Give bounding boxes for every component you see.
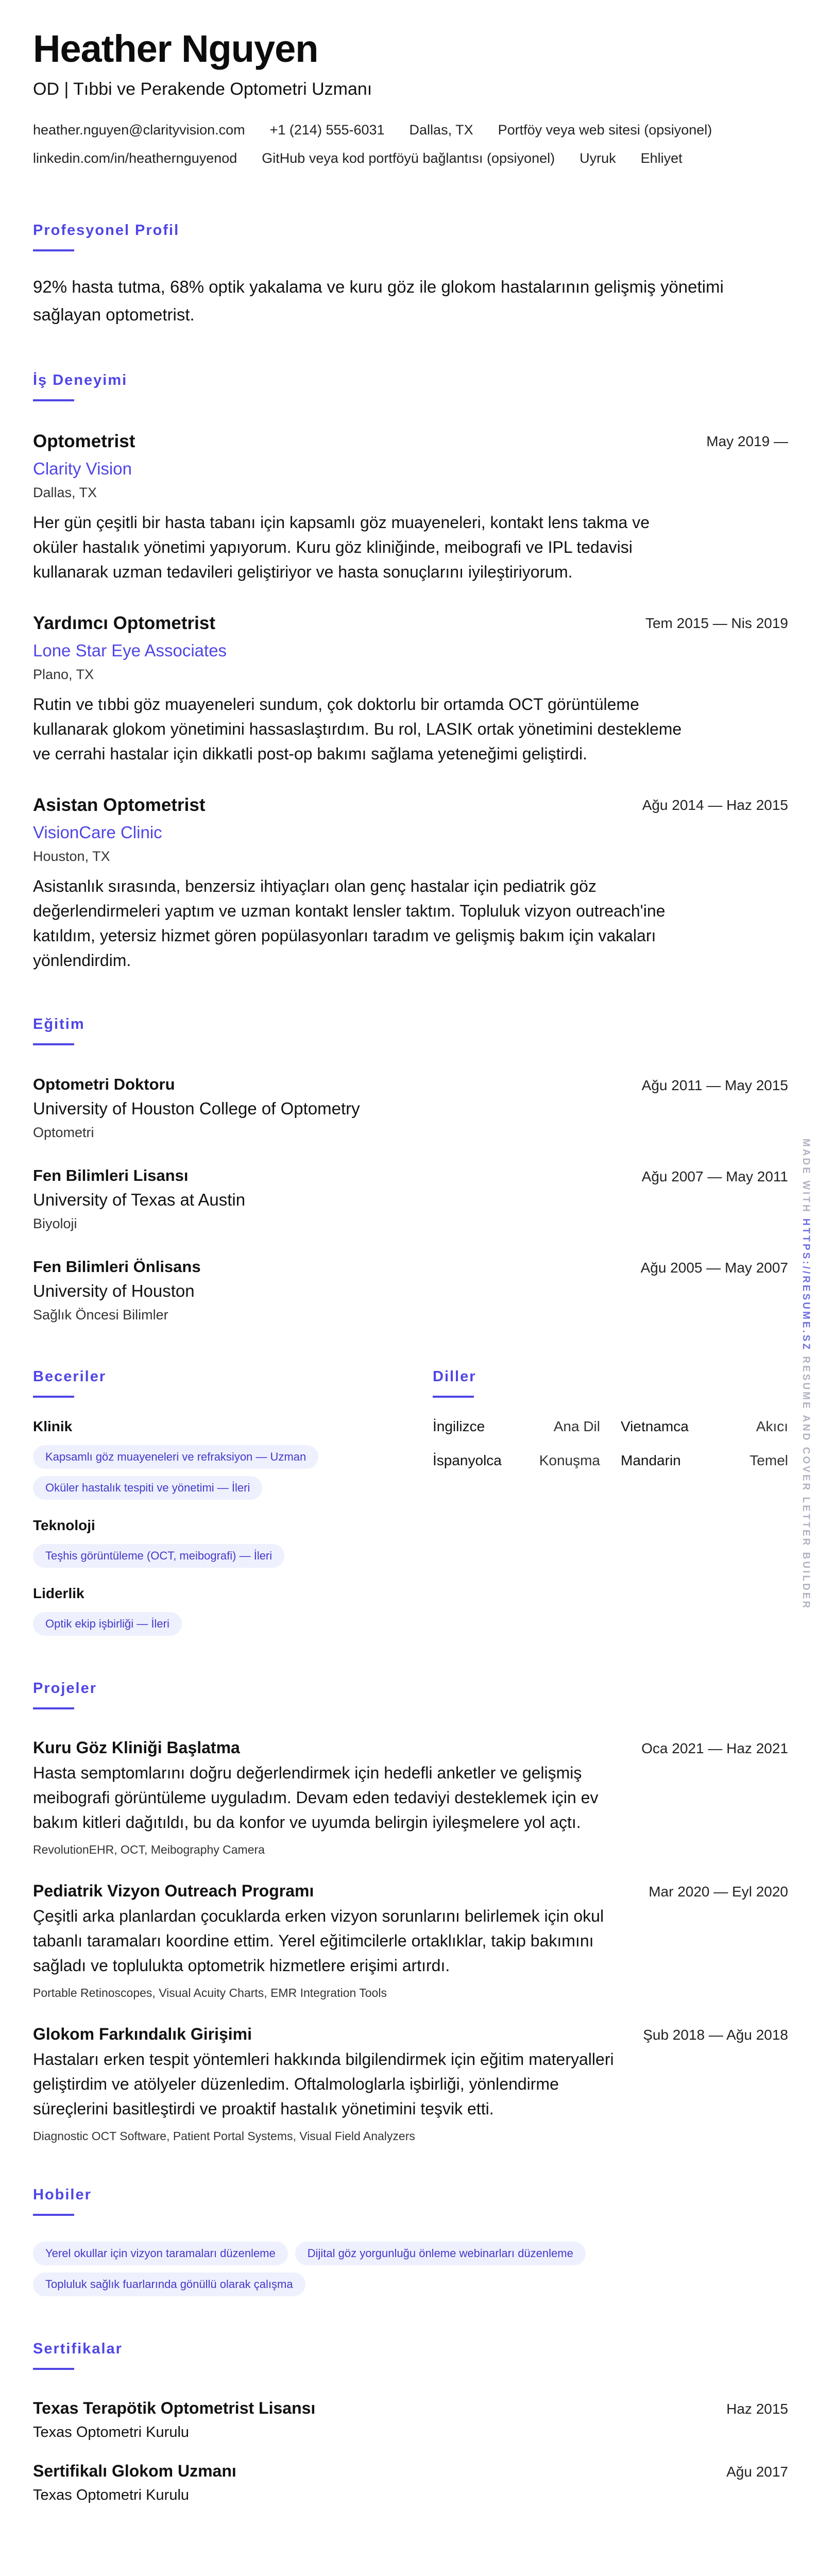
education-degree: Fen Bilimleri Önlisans [33, 1257, 201, 1276]
section-title: Hobiler [33, 2186, 92, 2203]
section-divider [33, 1707, 74, 1709]
project-tech: RevolutionEHR, OCT, Meibography Camera [33, 1842, 265, 1856]
certification-entry [33, 2462, 788, 2504]
made-with-note [800, 1139, 811, 1610]
language-level: Ana Dil [553, 1418, 600, 1434]
contact-website[interactable]: Portföy veya web sitesi (opsiyonel) [498, 122, 712, 138]
job-description: Rutin ve tıbbi göz muayeneleri sundum, çok doktorlu bir ortamda OCT görüntüleme kullanarak glokom yönetimini hassaslaştırdım. Bu rol, LASIK ortak yönetimini destekleme ve cerrahi hastalar için dikkatli post-op bakımı sağlama yeteneğimi geliştirdi. [33, 694, 682, 763]
certification-date: Ağu 2017 [726, 2463, 788, 2480]
skill-tag: Kapsamlı göz muayeneleri ve refraksiyon — Uzman [33, 1445, 318, 1469]
skill-group-title: Klinik [33, 1418, 73, 1434]
language-item [621, 1452, 788, 1469]
education-field: Biyoloji [33, 1215, 77, 1231]
skill-group-title: Teknoloji [33, 1517, 95, 1533]
hobby-tags [33, 2242, 703, 2296]
certification-date: Haz 2015 [726, 2400, 788, 2417]
section-divider [33, 1043, 74, 1045]
education-school: University of Houston College of Optometry [33, 1098, 360, 1118]
skills-languages-row [33, 1368, 788, 1636]
project-description: Çeşitli arka planlardan çocuklarda erken vizyon sorunlarını belirlemek için okul tabanlı taramaları koordine ettim. Yerel eğitimcilerle ortaklıklar, takip bakımını sağladı ve toplulukta optometrik hizmetlere erişimi artırdı. [33, 1906, 604, 1975]
language-name: İngilizce [433, 1418, 485, 1434]
project-date: Oca 2021 — Haz 2021 [641, 1740, 788, 1756]
certifications-section [33, 2341, 788, 2504]
contact-linkedin[interactable]: linkedin.com/in/heathernguyenod [33, 150, 237, 166]
project-description: Hastaları erken tespit yöntemleri hakkında bilgilendirmek için eğitim materyalleri geliştirdim ve atölyeler düzenledim. Oftalmologlarla işbirliği, yönlendirme süreçlerini basitleştirdi ve proaktif hastalık yönetimini teşvik etti. [33, 2049, 614, 2118]
section-divider [33, 399, 74, 401]
profile-summary: 92% hasta tutma, 68% optik yakalama ve kuru göz ile glokom hastalarının gelişmiş yönetimi sağlayan optometrist. [33, 277, 724, 324]
contact-license: Ehliyet [640, 150, 683, 166]
section-title: İş Deneyimi [33, 371, 128, 388]
job-description: Her gün çeşitli bir hasta tabanı için kapsamlı göz muayeneleri, kontakt lens takma ve oküler hastalık yönetimi yapıyorum. Kuru göz kliniğinde, meibografi ve IPL tedavisi kullanarak uzman tedavileri geliştiriyor ve hasta sonuçlarını iyileştiriyorum. [33, 513, 650, 581]
resume-page [33, 29, 788, 2504]
contact-list [33, 122, 790, 166]
language-level: Konuşma [539, 1452, 600, 1468]
project-tech: Portable Retinoscopes, Visual Acuity Charts, EMR Integration Tools [33, 1986, 387, 1999]
section-divider [433, 1396, 474, 1398]
skill-group [33, 1585, 433, 1636]
hobbies-section [33, 2187, 788, 2296]
job-company: Lone Star Eye Associates [33, 640, 227, 660]
project-title: Kuru Göz Kliniği Başlatma [33, 1738, 240, 1757]
project-date: Mar 2020 — Eyl 2020 [649, 1883, 788, 1900]
job-company: VisionCare Clinic [33, 822, 162, 842]
project-title: Pediatrik Vizyon Outreach Programı [33, 1881, 314, 1900]
skill-tag: Teşhis görüntüleme (OCT, meibografi) — İleri [33, 1544, 284, 1568]
made-with-prefix: MADE WITH [800, 1139, 811, 1214]
job-title: Asistan Optometrist [33, 794, 206, 815]
education-school: University of Texas at Austin [33, 1190, 246, 1209]
section-title: Diller [433, 1368, 476, 1385]
project-entry [33, 2025, 788, 2143]
job-location: Houston, TX [33, 848, 110, 864]
job-date: Ağu 2014 — Haz 2015 [642, 796, 788, 813]
skill-group [33, 1517, 433, 1568]
section-title: Projeler [33, 1680, 97, 1697]
language-list [433, 1418, 788, 1469]
contact-github[interactable]: GitHub veya kod portföyü bağlantısı (opsiyonel) [262, 150, 555, 166]
section-title: Profesyonel Profil [33, 222, 180, 239]
job-title: Optometrist [33, 431, 135, 451]
job-date: May 2019 — [706, 433, 788, 449]
candidate-headline: OD | Tıbbi ve Perakende Optometri Uzmanı [33, 79, 372, 99]
education-field: Optometri [33, 1124, 94, 1140]
certification-name: Texas Terapötik Optometrist Lisansı [33, 2398, 316, 2417]
skill-tags [33, 1445, 433, 1500]
languages-section [433, 1368, 788, 1636]
experience-section [33, 372, 788, 973]
job-location: Plano, TX [33, 666, 94, 682]
skill-tag: Optik ekip işbirliği — İleri [33, 1612, 182, 1636]
hobby-tag: Dijital göz yorgunluğu önleme webinarları düzenleme [295, 2242, 586, 2265]
job-date: Tem 2015 — Nis 2019 [645, 615, 788, 631]
education-section [33, 1016, 788, 1323]
contact-email[interactable]: heather.nguyen@clarityvision.com [33, 122, 245, 138]
skill-tag: Oküler hastalık tespiti ve yönetimi — İleri [33, 1476, 262, 1500]
project-tech: Diagnostic OCT Software, Patient Portal Systems, Visual Field Analyzers [33, 2129, 415, 2143]
job-company: Clarity Vision [33, 459, 132, 478]
certification-issuer: Texas Optometri Kurulu [33, 2486, 190, 2503]
education-date: Ağu 2007 — May 2011 [641, 1168, 788, 1184]
language-name: Mandarin [621, 1452, 681, 1468]
language-item [621, 1418, 788, 1435]
job-entry [33, 613, 788, 766]
education-date: Ağu 2005 — May 2007 [640, 1259, 788, 1276]
section-divider [33, 249, 74, 251]
job-entry [33, 431, 788, 584]
hobby-tag: Topluluk sağlık fuarlarında gönüllü olarak çalışma [33, 2273, 305, 2296]
certification-name: Sertifikalı Glokom Uzmanı [33, 2461, 236, 2480]
education-field: Sağlık Öncesi Bilimler [33, 1307, 168, 1323]
certification-issuer: Texas Optometri Kurulu [33, 2424, 190, 2441]
education-date: Ağu 2011 — May 2015 [641, 1077, 788, 1093]
resume-header [33, 29, 788, 166]
candidate-name: Heather Nguyen [33, 27, 318, 70]
skill-tags [33, 1544, 433, 1568]
education-school: University of Houston [33, 1281, 195, 1300]
project-entry [33, 1738, 788, 1857]
project-title: Glokom Farkındalık Girişimi [33, 2024, 252, 2043]
education-degree: Fen Bilimleri Lisansı [33, 1166, 189, 1184]
section-title: Beceriler [33, 1368, 107, 1385]
project-entry [33, 1882, 788, 2000]
made-with-link[interactable]: HTTPS://RESUME.SZ [800, 1218, 811, 1352]
section-divider [33, 2368, 74, 2370]
contact-location: Dallas, TX [409, 122, 473, 138]
section-divider [33, 2214, 74, 2216]
skills-section [33, 1368, 433, 1636]
job-location: Dallas, TX [33, 484, 97, 500]
contact-nationality: Uyruk [580, 150, 616, 166]
education-degree: Optometri Doktoru [33, 1075, 175, 1093]
made-with-suffix: RESUME AND COVER LETTER BUILDER [800, 1356, 811, 1611]
skill-group-title: Liderlik [33, 1585, 84, 1601]
job-title: Yardımcı Optometrist [33, 613, 215, 633]
section-title: Eğitim [33, 1015, 85, 1032]
education-entry [33, 1258, 788, 1323]
language-item [433, 1452, 600, 1469]
education-entry [33, 1166, 788, 1232]
education-entry [33, 1075, 788, 1141]
project-date: Şub 2018 — Ağu 2018 [643, 2026, 788, 2043]
profile-section [33, 222, 788, 329]
job-description: Asistanlık sırasında, benzersiz ihtiyaçları olan genç hastalar için pediatrik göz değerlendirmeleri yaptım ve uzman kontakt lensler taktım. Topluluk vizyon outreach'ine katıldım, yetersiz hizmet gören popülasyonları taradım ve gelişmiş bakım için vakaları yönlendirdim. [33, 876, 666, 970]
language-name: İspanyolca [433, 1452, 502, 1468]
language-level: Akıcı [756, 1418, 788, 1434]
project-description: Hasta semptomlarını doğru değerlendirmek için hedefli anketler ve gelişmiş meibografi görüntüleme uyguladım. Devam eden tedaviyi desteklemek için ev bakım kitleri dağıtıldı, bu da konfor ve uyumda belirgin iyileşmelere yol açtı. [33, 1763, 599, 1832]
language-level: Temel [749, 1452, 788, 1468]
section-divider [33, 1396, 74, 1398]
certification-entry [33, 2399, 788, 2441]
skill-tags [33, 1612, 433, 1636]
hobby-tag: Yerel okullar için vizyon taramaları düzenleme [33, 2242, 288, 2265]
job-entry [33, 795, 788, 973]
section-title: Sertifikalar [33, 2340, 123, 2357]
language-name: Vietnamca [621, 1418, 689, 1434]
projects-section [33, 1680, 788, 2143]
language-item [433, 1418, 600, 1435]
contact-phone[interactable]: +1 (214) 555-6031 [269, 122, 385, 138]
skill-group [33, 1418, 433, 1500]
